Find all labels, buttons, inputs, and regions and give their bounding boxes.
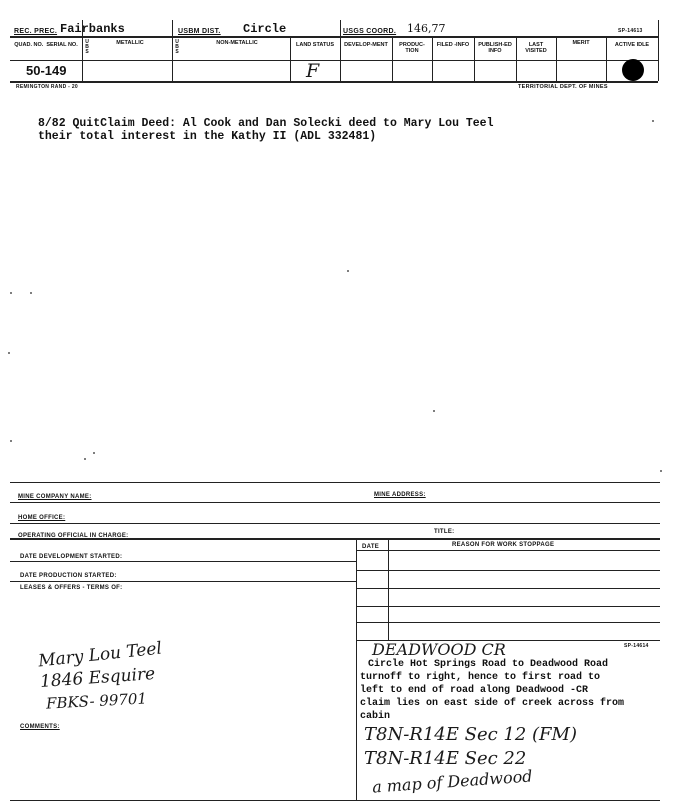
addr-line-2: 1846 Esquire — [39, 664, 156, 692]
col-last-visited: LAST VISITED — [525, 42, 547, 54]
legal-line-1: T8N-R14E Sec 12 (FM) — [364, 724, 577, 745]
col-non-metallic: NON-METALLIC — [216, 40, 258, 46]
rec-prec-value: Fairbanks — [60, 22, 125, 36]
location-line-4: claim lies on east side of creek across from — [360, 698, 625, 709]
location-line-1: Circle Hot Springs Road to Deadwood Road — [368, 659, 609, 670]
usbm-dist-label: USBM DIST. — [178, 28, 221, 35]
col-quad-serial — [12, 42, 80, 48]
leases-label: LEASES & OFFERS - TERMS OF: — [20, 585, 123, 591]
dept-label: TERRITORIAL DEPT. OF MINES — [518, 84, 608, 90]
form-code: SP-14613 — [618, 28, 643, 34]
date-col-header: DATE — [362, 544, 380, 550]
date-prod-started-label: DATE PRODUCTION STARTED: — [20, 573, 117, 579]
rec-prec-label: REC. PREC. — [14, 28, 58, 35]
legal-line-2: T8N-R14E Sec 22 — [364, 748, 527, 769]
notes-line-1: 8/82 QuitClaim Deed: Al Cook and Dan Solecki deed to Mary Lou Teel — [38, 117, 494, 130]
notes-line-2: their total interest in the Kathy II (ADL 332481) — [38, 130, 377, 143]
land-status-mark: F — [306, 60, 320, 82]
col-active-idle: ACTIVE IDLE — [614, 42, 650, 48]
location-line-5: cabin — [360, 711, 391, 722]
lower-form — [0, 470, 678, 807]
col-ubs-2: U B S — [175, 39, 179, 55]
quad-serial-value: 50-149 — [26, 63, 67, 78]
col-quad-no: QUAD. NO. — [14, 42, 44, 48]
usbm-dist-value: Circle — [243, 22, 287, 36]
addr-line-1: Mary Lou Teel — [37, 638, 163, 672]
location-line-2: turnoff to right, hence to first road to — [360, 672, 601, 683]
title-label: TITLE: — [434, 529, 455, 535]
col-development: DEVELOP-MENT — [344, 42, 388, 48]
operating-official-label: OPERATING OFFICIAL IN CHARGE: — [18, 533, 129, 539]
comments-label: COMMENTS: — [20, 724, 60, 730]
col-filed-info: FILED -INFO — [436, 42, 470, 48]
addr-line-3: FBKS- 99701 — [45, 689, 148, 713]
col-land-status: LAND STATUS — [296, 42, 334, 48]
home-office-label: HOME OFFICE: — [18, 515, 66, 521]
remington-label: REMINGTON RAND - 20 — [16, 84, 79, 90]
col-published-info: PUBLISH-ED INFO — [478, 42, 512, 54]
header-card — [0, 0, 678, 95]
form-code-2: SP-14614 — [624, 643, 649, 649]
creek-name: DEADWOOD CR — [372, 640, 506, 659]
reason-col-header: REASON FOR WORK STOPPAGE — [452, 542, 555, 548]
mine-address-label: MINE ADDRESS: — [374, 492, 426, 498]
usgs-coord-label: USGS COORD. — [343, 28, 397, 35]
col-serial-no: SERIAL NO. — [46, 42, 78, 48]
col-ubs-1: U B S — [85, 39, 89, 55]
col-merit: MERIT — [572, 40, 590, 46]
col-metallic: METALLIC — [116, 40, 144, 46]
legal-line-3: a map of Deadwood — [371, 766, 534, 797]
col-production: PRODUC-TION — [399, 42, 425, 54]
location-line-3: left to end of road along Deadwood -CR — [360, 685, 589, 696]
active-dot — [622, 59, 644, 81]
mine-company-name-label: MINE COMPANY NAME: — [18, 494, 92, 500]
date-dev-started-label: DATE DEVELOPMENT STARTED: — [20, 554, 123, 560]
usgs-coord-value: 146,77 — [407, 22, 446, 35]
